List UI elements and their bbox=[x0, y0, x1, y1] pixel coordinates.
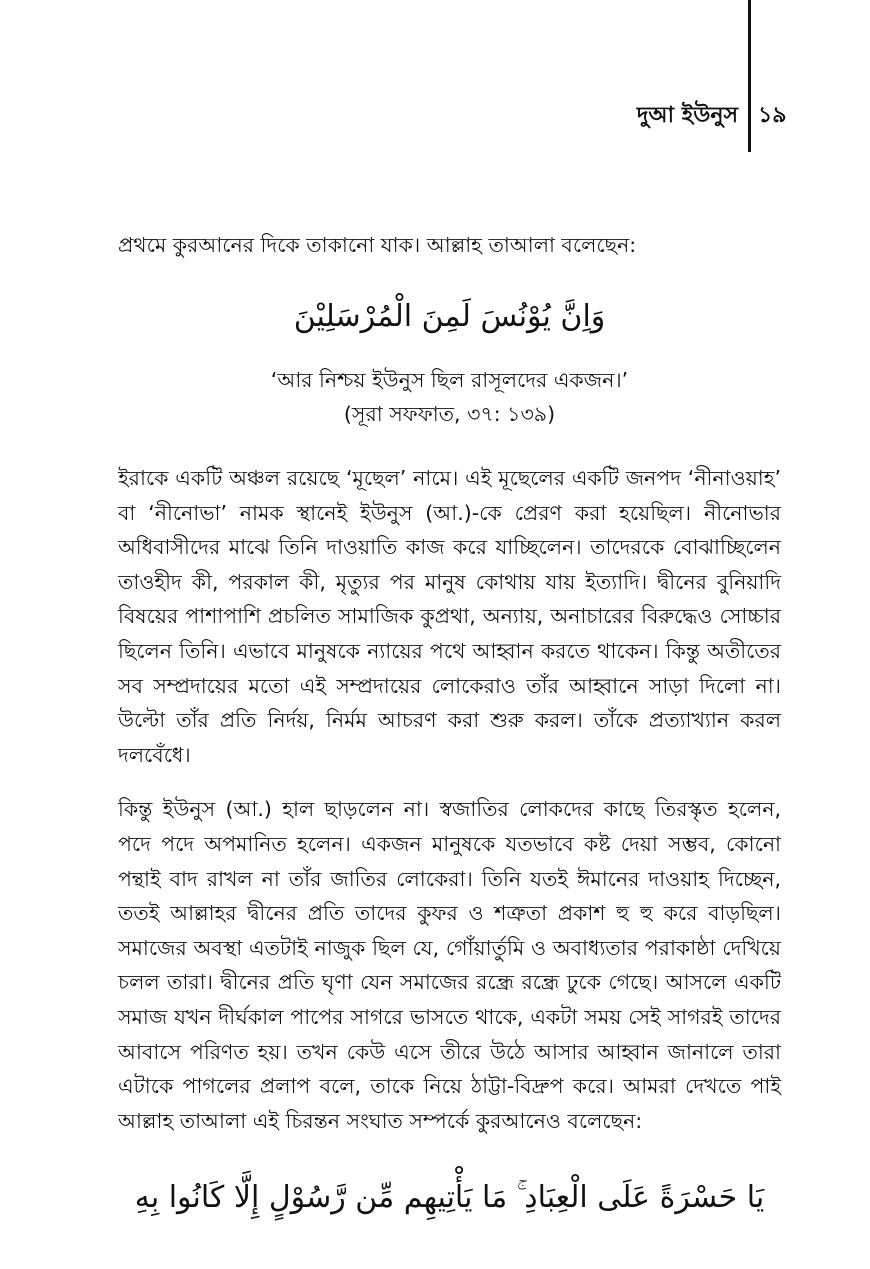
verse-1-translation: ‘আর নিশ্চয় ইউনুস ছিল রাসূলদের একজন।’ bbox=[270, 368, 629, 392]
page-body bbox=[118, 228, 781, 1228]
paragraph-2: কিন্তু ইউনুস (আ.) হাল ছাড়লেন না। স্বজাতির লোকদের কাছে তিরস্কৃত হলেন, পদে পদে অপমানিত হলেন। একজন মানুষকে যতভাবে কষ্ট দেয়া সম্ভব, কোনো পন্থাই বাদ রাখল না তাঁর জাতির লোকেরা। তিনি যতই ঈমানের দাওয়াহ দিচ্ছেন, ততই আল্লাহর দ্বীনের প্রতি তাদের কুফর ও শত্রুতা প্রকাশ হু হু করে বাড়ছিল। সমাজের অবস্থা এতটাই নাজুক ছিল যে, গোঁয়ার্তুমি ও অবাধ্যতার পরাকাষ্ঠা দেখিয়ে চলল তারা। দ্বীনের প্রতি ঘৃণা যেন সমাজের রন্ধ্রে রন্ধ্রে ঢুকে গেছে। আসলে একটি সমাজ যখন দীর্ঘকাল পাপের সাগরে ভাসতে থাকে, একটা সময় সেই সাগরই তাদের আবাসে পরিণত হয়। তখন কেউ এসে তীরে উঠে আসার আহ্বান জানালে তারা এটাকে পাগলের প্রলাপ বলে, তাকে নিয়ে ঠাট্টা-বিদ্রুপ করে। আমরা দেখতে পাই আল্লাহ তাআলা এই চিরন্তন সংঘাত সম্পর্কে কুরআনেও বলেছেন: bbox=[118, 797, 781, 1133]
running-title: দুআ ইউনুস bbox=[636, 103, 738, 128]
page-number: ১৯ bbox=[758, 103, 787, 128]
intro-line: প্রথমে কুরআনের দিকে তাকানো যাক। আল্লাহ তাআলা বলেছেন: bbox=[118, 233, 637, 257]
header-divider-line bbox=[748, 0, 751, 152]
verse-1-citation: (সূরা সফফাত, ৩৭: ১৩৯) bbox=[343, 402, 556, 426]
arabic-verse-1: وَاِنَّ يُوْنُسَ لَمِنَ الْمُرْسَلِيْنَ bbox=[293, 299, 606, 334]
paragraph-1: ইরাকে একটি অঞ্চল রয়েছে ‘মূছেল’ নামে। এই মূছেলের একটি জনপদ ‘নীনাওয়াহ’ বা ‘নীনোভা’ নামক স্থানেই ইউনুস (আ.)-কে প্রেরণ করা হয়েছিল। নীনোভার অধিবাসীদের মাঝে তিনি দাওয়াতি কাজ করে যাচ্ছিলেন। তাদেরকে বোঝাচ্ছিলেন তাওহীদ কী, পরকাল কী, মৃত্যুর পর মানুষ কোথায় যায় ইত্যাদি। দ্বীনের বুনিয়াদি বিষয়ের পাশাপাশি প্রচলিত সামাজিক কুপ্রথা, অন্যায়, অনাচারের বিরুদ্ধেও সোচ্চার ছিলেন তিনি। এভাবে মানুষকে ন্যায়ের পথে আহ্বান করতে থাকেন। কিন্তু অতীতের সব সম্প্রদায়ের মতো এই সম্প্রদায়ের লোকেরাও তাঁর আহ্বানে সাড়া দিলো না। উল্টো তাঁর প্রতি নির্দয়, নির্মম আচরণ করা শুরু করল। তাঁকে প্রত্যাখ্যান করল দলবেঁধে। bbox=[118, 466, 781, 767]
arabic-verse-2: يَا حَسْرَةً عَلَى الْعِبَادِ ۚ مَا يَأْتِيهِم مِّن رَّسُوْلٍ إِلَّا كَانُوا بِهِ bbox=[134, 1180, 765, 1216]
